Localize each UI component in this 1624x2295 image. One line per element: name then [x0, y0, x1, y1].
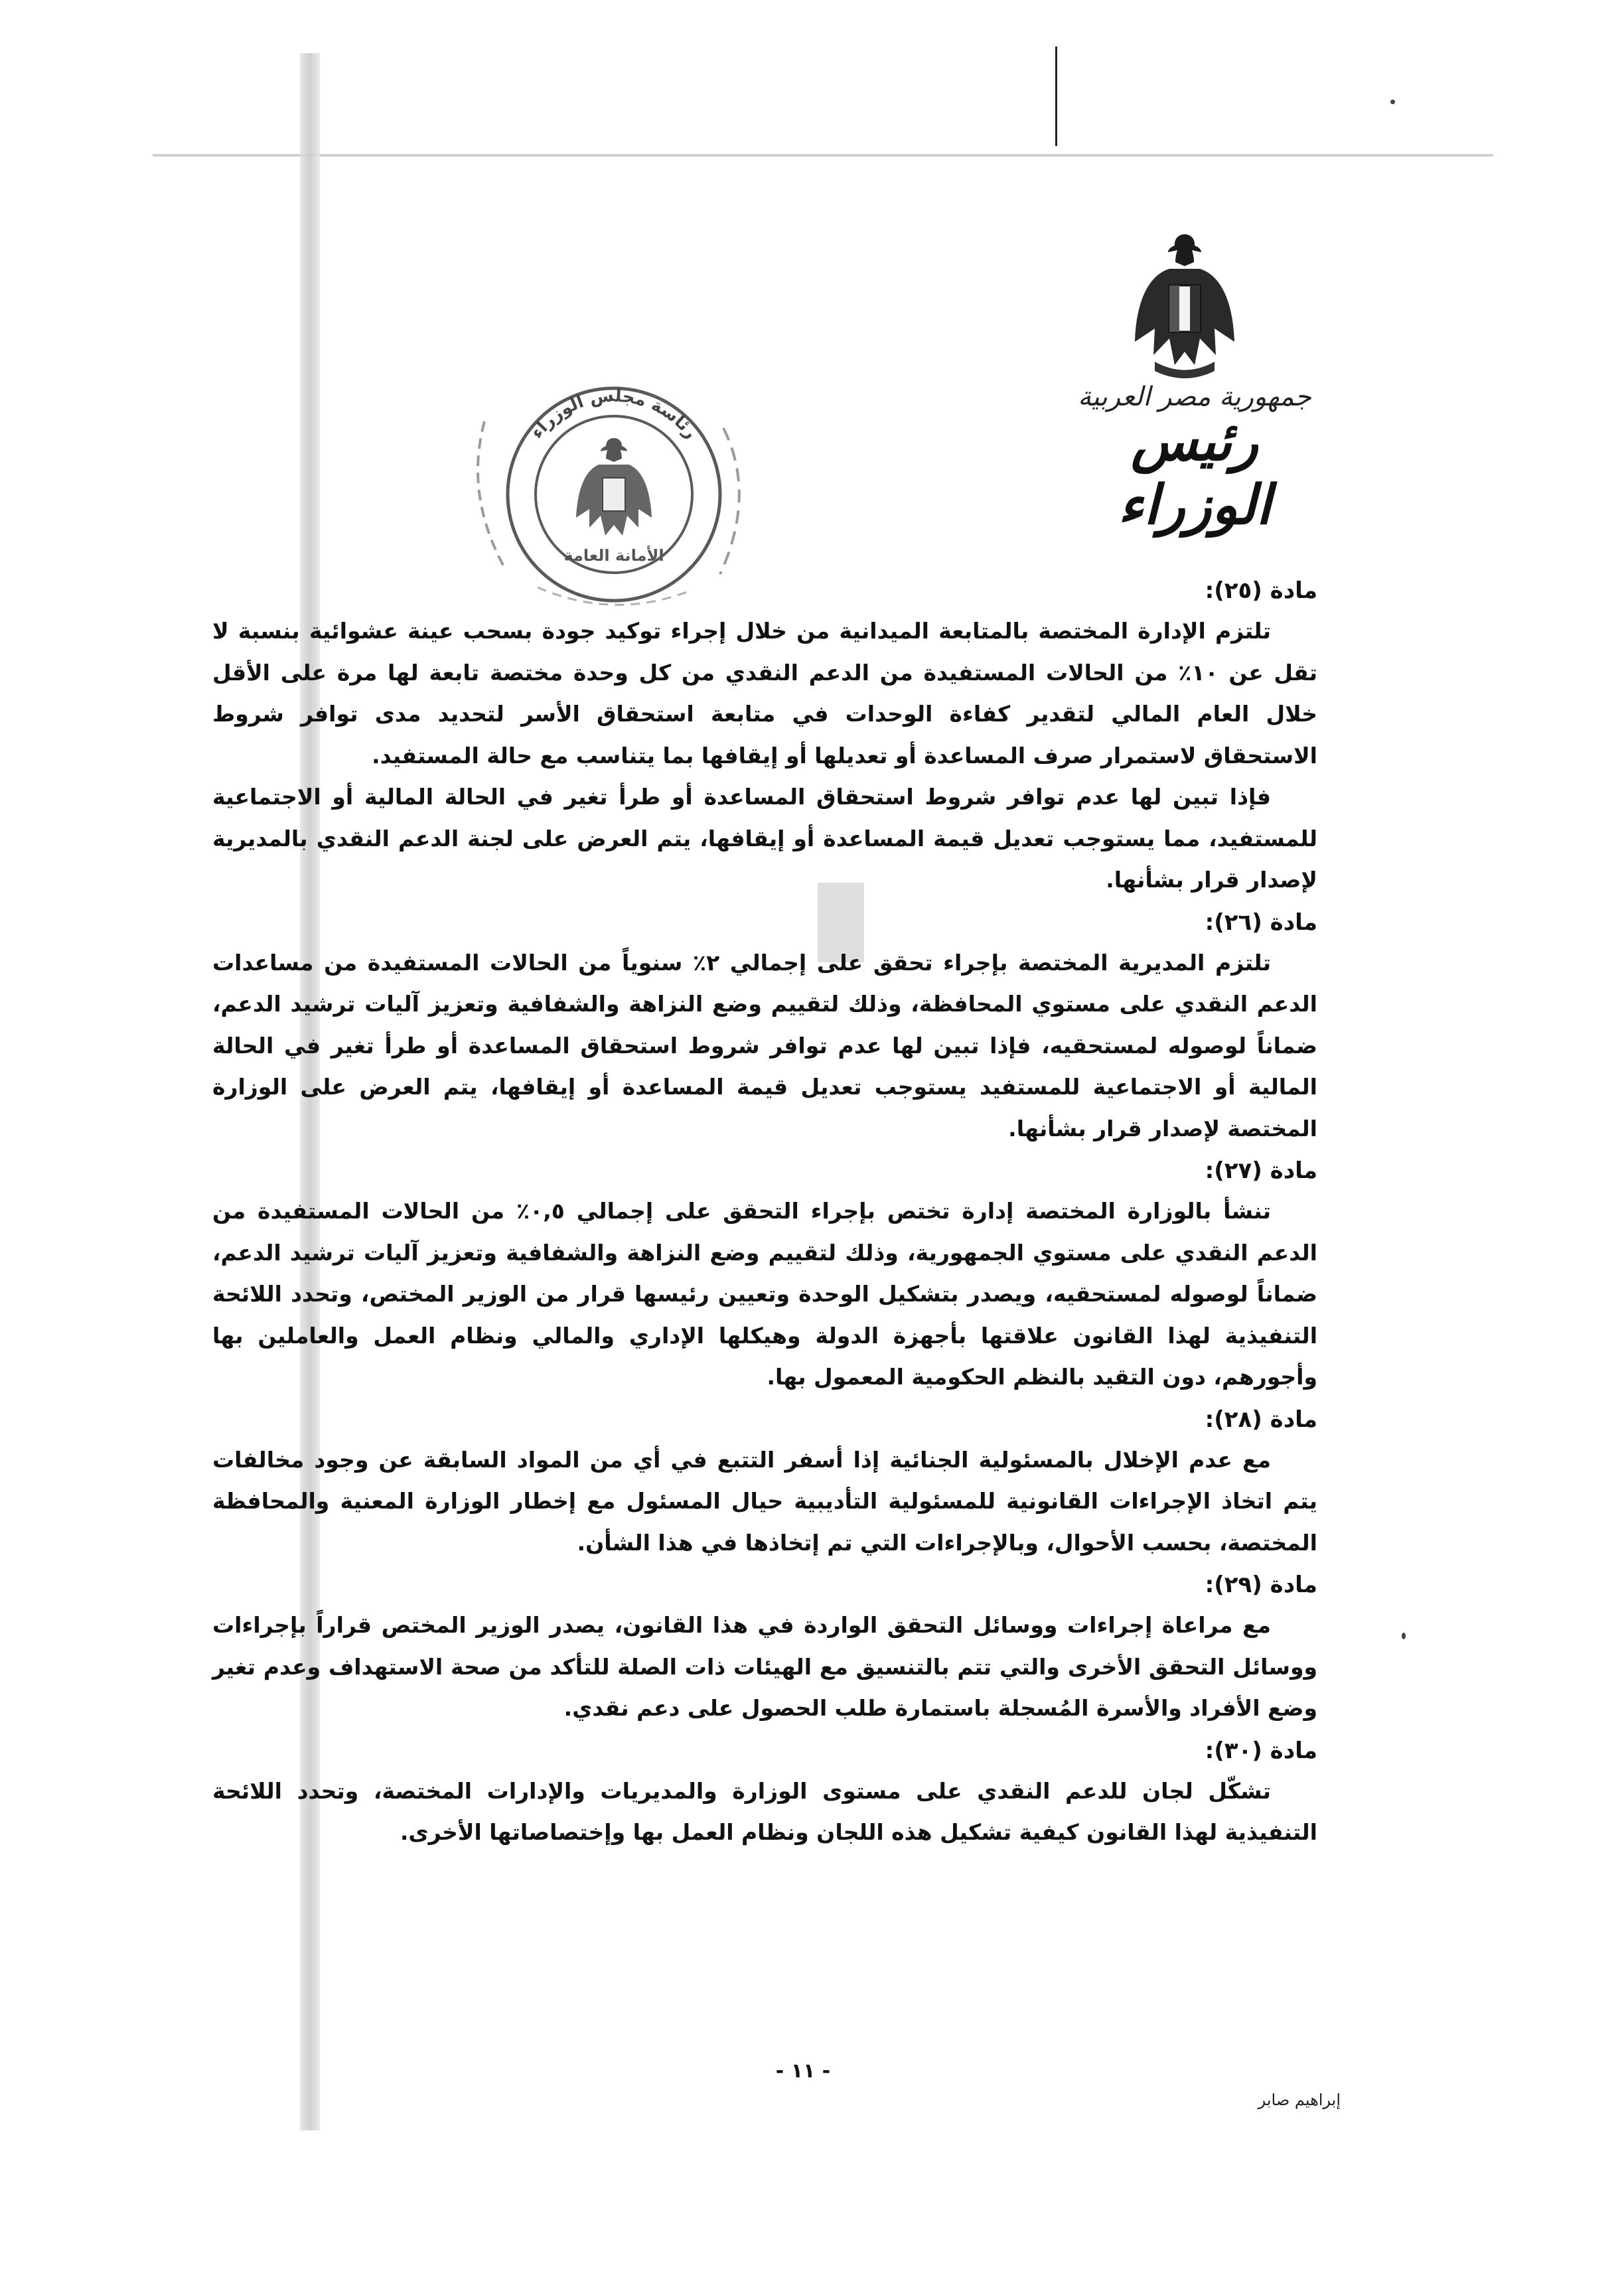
article-27: [212, 1151, 1317, 1398]
article-paragraph: تشكّل لجان للدعم النقدي على مستوى الوزارة والمديريات والإدارات المختصة، وتحدد اللائحة التنفيذية لهذا القانون كيفية تشكيل هذه اللجان ونظام العمل بها وإختصاصاتها الأخرى.: [212, 1777, 1317, 1845]
article-title: مادة (٢٧):: [1205, 1157, 1317, 1184]
article-title: مادة (٢٦):: [1205, 909, 1317, 936]
scan-fold-mark: [1055, 46, 1057, 146]
typist-signature: إبراهيم صابر: [1258, 2091, 1341, 2109]
article-paragraph: تلتزم المديرية المختصة بإجراء تحقق على إجمالي ٢٪ سنوياً من الحالات المستفيدة من مساعدات الدعم النقدي على مستوي المحافظة، وذلك لتقييم وضع النزاهة والشفافية وتعزيز آليات ترشيد الدعم، ضماناً لوصوله لمستحقيه، فإذا تبين لها عدم توافر شروط استحقاق المساعدة أو طرأ تغير في الحالة المالية أو الاجتماعية للمستفيد يستوجب تعديل قيمة المساعدة أو إيقافها، يتم العرض على الوزارة المختصة لإصدار قرار بشأنها.: [212, 949, 1317, 1142]
article-29: [212, 1565, 1317, 1730]
article-paragraph: مع عدم الإخلال بالمسئولية الجنائية إذا أسفر التتبع في أي من المواد السابقة عن وجود مخالفات يتم اتخاذ الإجراءات القانونية للمسئولية التأديبية حيال المسئول مع إخطار الوزارة المعنية والمحافظة المختصة، بحسب الأحوال، وبالإجراءات التي تم إتخاذها في هذا الشأن.: [212, 1446, 1317, 1556]
letterhead-country: جمهورية مصر العربية: [1078, 382, 1311, 412]
article-26: [212, 903, 1317, 1150]
eagle-emblem-icon: [1128, 229, 1241, 382]
document-body: [212, 571, 1317, 1854]
scan-speck: [1390, 100, 1395, 104]
article-paragraph: فإذا تبين لها عدم توافر شروط استحقاق المساعدة أو طرأ تغير في الحالة المالية أو الاجتماعية للمستفيد، مما يستوجب تعديل قيمة المساعدة أو إيقافها، يتم العرض على لجنة الدعم النقدي بالمديرية لإصدار قرار بشأنها.: [212, 784, 1317, 893]
article-25: [212, 571, 1317, 901]
seal-inner-text: الأمانة العامة: [563, 546, 664, 565]
letterhead: [1075, 382, 1314, 537]
svg-text:رئاسة مجلس الوزراء: [527, 386, 701, 443]
letterhead-office: رئيس الوزراء: [1118, 409, 1272, 537]
article-title: مادة (٢٨):: [1205, 1406, 1317, 1433]
article-paragraph: مع مراعاة إجراءات ووسائل التحقق الواردة في هذا القانون، يصدر الوزير المختص قراراً بإجراءات ووسائل التحقق الأخرى والتي تتم بالتنسيق مع الهيئات ذات الصلة للتأكد من صحة الاستهداف وعدم تغير وضع الأفراد والأسرة المُسجلة باستمارة طلب الحصول على دعم نقدي.: [212, 1612, 1317, 1721]
scan-edge-line: [153, 154, 1493, 157]
article-paragraph: تلتزم الإدارة المختصة بالمتابعة الميدانية من خلال إجراء توكيد جودة بسحب عينة عشوائية بنسبة لا تقل عن ١٠٪ من الحالات المستفيدة من الدعم النقدي من كل وحدة مختصة تابعة لها مرة على الأقل خلال العام المالي لتقدير كفاءة الوحدات في متابعة استحقاق الأسر لتحديد مدى توافر شروط الاستحقاق لاستمرار صرف المساعدة أو تعديلها أو إيقافها بما يتناسب مع حالة المستفيد.: [212, 618, 1317, 769]
article-title: مادة (٢٩):: [1205, 1572, 1317, 1598]
seal-outer-text: رئاسة مجلس الوزراء: [526, 385, 701, 443]
page-number: - ١١ -: [775, 2059, 831, 2083]
article-title: مادة (٢٥):: [1205, 577, 1317, 604]
article-30: [212, 1731, 1317, 1854]
article-paragraph: تنشأ بالوزارة المختصة إدارة تختص بإجراء التحقق على إجمالي ٠,٥٪ من الحالات المستفيدة من الدعم النقدي على مستوي الجمهورية، وذلك لتقييم وضع النزاهة والشفافية وتعزيز آليات ترشيد الدعم، ضماناً لوصوله لمستحقيه، ويصدر بتشكيل الوحدة وتعيين رئيسها قرار من الوزير المختص، وتحدد اللائحة التنفيذية لهذا القانون علاقتها بأجهزة الدولة وهيكلها الإداري والمالي ونظام العمل والعاملين بها وأجورهم، دون التقيد بالنظم الحكومية المعمول بها.: [212, 1198, 1317, 1390]
scan-speck: [1402, 1633, 1406, 1639]
article-title: مادة (٣٠):: [1205, 1737, 1317, 1764]
article-28: [212, 1400, 1317, 1564]
